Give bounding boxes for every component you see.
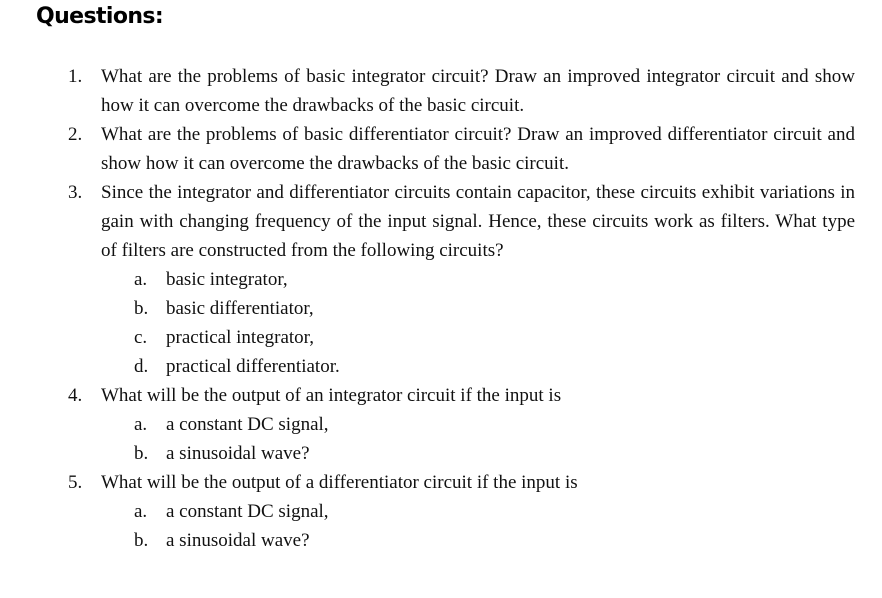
question-item <box>0 120 882 178</box>
sub-question-letter: a. <box>134 501 148 522</box>
sub-question-text: basic differentiator, <box>166 298 314 319</box>
sub-question-list <box>101 265 855 381</box>
sub-question-list <box>101 497 855 555</box>
sub-question-text: a constant DC signal, <box>166 414 329 435</box>
question-item <box>0 468 882 555</box>
sub-question-text: practical integrator, <box>166 327 314 348</box>
sub-question-list <box>101 410 855 468</box>
sub-question-item <box>101 323 855 352</box>
sub-question-letter: a. <box>134 414 148 435</box>
question-number: 4. <box>68 385 83 406</box>
sub-question-text: basic integrator, <box>166 269 288 290</box>
sub-question-letter: c. <box>134 327 148 348</box>
question-text: What will be the output of an integrator circuit if the input is <box>101 385 562 406</box>
sub-question-text: a constant DC signal, <box>166 501 329 522</box>
sub-question-text: a sinusoidal wave? <box>166 530 310 551</box>
question-list <box>0 62 882 555</box>
sub-question-item <box>101 352 855 381</box>
question-text: What are the problems of basic integrator circuit? Draw an improved integrator circuit and show how it can overcome the drawbacks of the basic circuit. <box>101 66 855 116</box>
sub-question-item <box>101 410 855 439</box>
sub-question-item <box>101 439 855 468</box>
sub-question-letter: b. <box>134 298 149 319</box>
sub-question-text: practical differentiator. <box>166 356 340 377</box>
sub-question-item <box>101 265 855 294</box>
question-item <box>0 381 882 468</box>
question-text: What will be the output of a differentiator circuit if the input is <box>101 472 578 493</box>
question-number: 1. <box>68 66 83 87</box>
question-number: 3. <box>68 182 83 203</box>
sub-question-letter: b. <box>134 530 149 551</box>
sub-question-letter: b. <box>134 443 149 464</box>
sub-question-item <box>101 497 855 526</box>
sub-question-text: a sinusoidal wave? <box>166 443 310 464</box>
question-item <box>0 178 882 381</box>
question-number: 2. <box>68 124 83 145</box>
sub-question-letter: a. <box>134 269 148 290</box>
question-item <box>0 62 882 120</box>
question-text: What are the problems of basic differentiator circuit? Draw an improved differentiator circuit and show how it can overcome the drawbacks of the basic circuit. <box>101 124 855 174</box>
sub-question-item <box>101 526 855 555</box>
question-number: 5. <box>68 472 83 493</box>
sub-question-letter: d. <box>134 356 149 377</box>
question-text: Since the integrator and differentiator circuits contain capacitor, these circuits exhibit variations in gain with changing frequency of the input signal. Hence, these circuits work as filters. What type of filters are constructed from the following circuits? <box>101 182 855 261</box>
sub-question-item <box>101 294 855 323</box>
page-heading: Questions: <box>36 4 164 29</box>
